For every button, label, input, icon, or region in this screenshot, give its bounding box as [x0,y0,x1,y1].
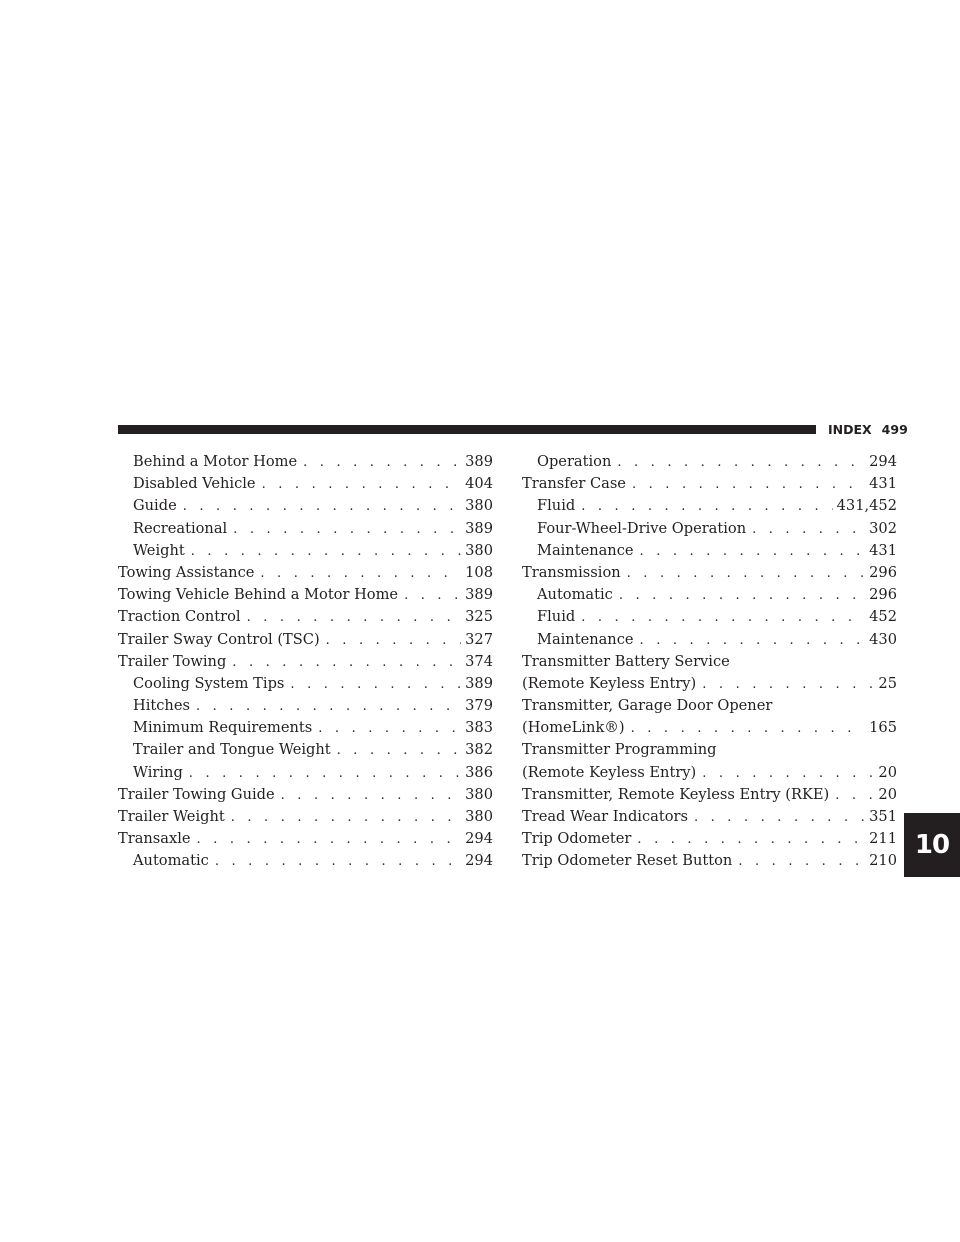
dot-leader [183,496,461,517]
index-entry-label: Guide [133,497,177,515]
index-entry-label: Weight [133,541,185,559]
index-entry [522,784,897,806]
index-entry [118,673,493,695]
dot-leader [637,829,865,850]
dot-leader [702,674,874,695]
dot-leader [232,652,461,673]
index-entry-page: 389 [465,674,493,692]
index-entry-label: Transmission [522,563,621,581]
index-entry-page: 211 [869,830,897,848]
dot-leader [189,763,461,784]
index-entry-label: Minimum Requirements [133,719,313,737]
index-entry-page: 380 [465,497,493,515]
dot-leader [581,496,832,517]
index-entry-page: 431,452 [836,497,897,515]
index-entry [118,473,493,495]
dot-leader [702,763,874,784]
dot-leader [835,785,874,806]
index-entry-page: 327 [465,630,493,648]
index-entry [522,806,897,828]
index-entry [118,606,493,628]
dot-leader [738,851,865,872]
dot-leader [233,519,461,540]
index-entry-page: 380 [465,541,493,559]
index-entry-label: Maintenance [537,630,634,648]
dot-leader [337,740,462,761]
index-entry-page: 325 [465,608,493,626]
dot-leader [640,541,866,562]
index-entry-label: (HomeLink®) [522,719,625,737]
dot-leader [627,563,866,584]
dot-leader [404,585,461,606]
index-entry-page: 374 [465,652,493,670]
index-entry [522,629,897,651]
index-entry-page: 382 [465,741,493,759]
header-rule [118,425,816,434]
index-entry [522,695,897,717]
dot-leader [617,452,865,473]
index-entry-label: Towing Vehicle Behind a Motor Home [118,586,399,604]
index-entry-page: 20 [878,785,897,803]
dot-leader [197,829,462,850]
index-entry-label: Transmitter, Garage Door Opener [522,697,773,715]
index-entry-label: Trailer Weight [118,808,225,825]
index-entry-label: Transmitter Battery Service [522,652,730,670]
index-entry-page: 294 [465,852,493,870]
index-entry-label: Towing Assistance [118,563,255,581]
index-entry-page: 294 [869,453,897,470]
index-entry-label: Hitches [133,697,190,715]
index-entry-label: Trailer Towing Guide [118,785,275,803]
index-entry [522,717,897,739]
index-entry-label: Trailer and Tongue Weight [133,741,331,759]
dot-leader [640,630,866,651]
index-entry-page: 430 [869,630,897,648]
index-entry [118,562,493,584]
index-entry-page: 404 [465,475,493,493]
index-entry-page: 379 [465,697,493,715]
index-entry-page: 431 [869,541,897,559]
dot-leader [303,452,461,473]
dot-leader [631,718,866,739]
index-entry-page: 431 [869,475,897,493]
index-entry-label: Disabled Vehicle [133,475,256,493]
index-entry-label: Behind a Motor Home [133,453,298,470]
index-entry-page: 210 [869,852,897,870]
chapter-tab-label: 10 [914,830,950,860]
index-entry [522,562,897,584]
index-entry-page: 25 [878,674,897,692]
index-entry [522,739,897,761]
index-entry [118,828,493,850]
index-entry-label: Transmitter, Remote Keyless Entry (RKE) [522,785,830,803]
index-entry-page: 296 [869,563,897,581]
index-entry-page: 302 [869,519,897,537]
index-entry [522,673,897,695]
index-entry-label: Tread Wear Indicators [522,808,688,825]
index-entry-page: 389 [465,519,493,537]
index-entry [118,495,493,517]
index-entry-label: Transfer Case [522,475,626,493]
index-entry-page: 351 [869,808,897,825]
dot-leader [191,541,461,562]
index-entry-page: 389 [465,586,493,604]
dot-leader [247,607,462,628]
index-column-right [522,451,897,873]
index-entry-label: Trailer Sway Control (TSC) [118,630,320,648]
index-entry [118,518,493,540]
dot-leader [326,630,462,651]
index-entry-label: Automatic [133,852,209,870]
index-entry-label: Trip Odometer [522,830,632,848]
index-entry-label: Four-Wheel-Drive Operation [537,519,747,537]
index-entry [118,762,493,784]
index-entry [118,451,493,473]
index-entry-label: Recreational [133,519,228,537]
index-entry-page: 294 [465,830,493,848]
index-entry [522,518,897,540]
chapter-tab [904,813,960,877]
index-entry-label: Fluid [537,497,576,515]
dot-leader [281,785,462,806]
dot-leader [632,474,865,495]
dot-leader [318,718,461,739]
index-entry-page: 383 [465,719,493,737]
index-entry-label: Operation [537,453,612,470]
index-entry-label: Transaxle [118,830,191,848]
index-entry-label: Trip Odometer Reset Button [522,852,733,870]
dot-leader [196,696,461,717]
index-entry [522,651,897,673]
dot-leader [215,851,461,872]
index-entry-label: Maintenance [537,541,634,559]
index-entry [522,762,897,784]
index-entry-page: 296 [869,586,897,604]
index-column-left [118,451,493,873]
index-entry [118,739,493,761]
index-entry [522,606,897,628]
index-entry [118,850,493,872]
index-entry [522,828,897,850]
dot-leader [290,674,461,695]
index-entry-label: (Remote Keyless Entry) [522,763,697,781]
index-entry [118,584,493,606]
running-header [828,421,908,439]
dot-leader [231,807,461,828]
index-entry-page: 108 [465,563,493,581]
index-entry [118,784,493,806]
index-entry [522,451,897,473]
index-entry-label: (Remote Keyless Entry) [522,674,697,692]
index-entry-page: 380 [465,785,493,803]
index-entry-label: Fluid [537,608,576,626]
index-entry [522,850,897,872]
index-entry [522,495,897,517]
index-entry-label: Cooling System Tips [133,674,285,692]
page-number: 499 [881,422,908,437]
index-entry-label: Wiring [133,763,183,781]
index-entry-page: 20 [878,763,897,781]
index-entry-label: Transmitter Programming [522,741,717,759]
index-entry [522,540,897,562]
dot-leader [619,585,865,606]
index-entry [118,629,493,651]
index-entry [118,717,493,739]
dot-leader [260,563,461,584]
index-entry-label: Traction Control [118,608,241,626]
index-entry [522,473,897,495]
index-entry-page: 380 [465,808,493,825]
section-title: INDEX [828,422,872,437]
index-entry [522,584,897,606]
index-entry-page: 386 [465,763,493,781]
index-entry [118,651,493,673]
index-entry-page: 165 [869,719,897,737]
dot-leader [262,474,462,495]
index-entry-page: 452 [869,608,897,626]
index-entry-page: 389 [465,453,493,470]
index-entry [118,806,493,828]
index-entry-label: Automatic [537,586,613,604]
index-entry [118,540,493,562]
index-entry [118,695,493,717]
dot-leader [752,519,865,540]
dot-leader [694,807,865,828]
dot-leader [581,607,865,628]
index-entry-label: Trailer Towing [118,652,227,670]
